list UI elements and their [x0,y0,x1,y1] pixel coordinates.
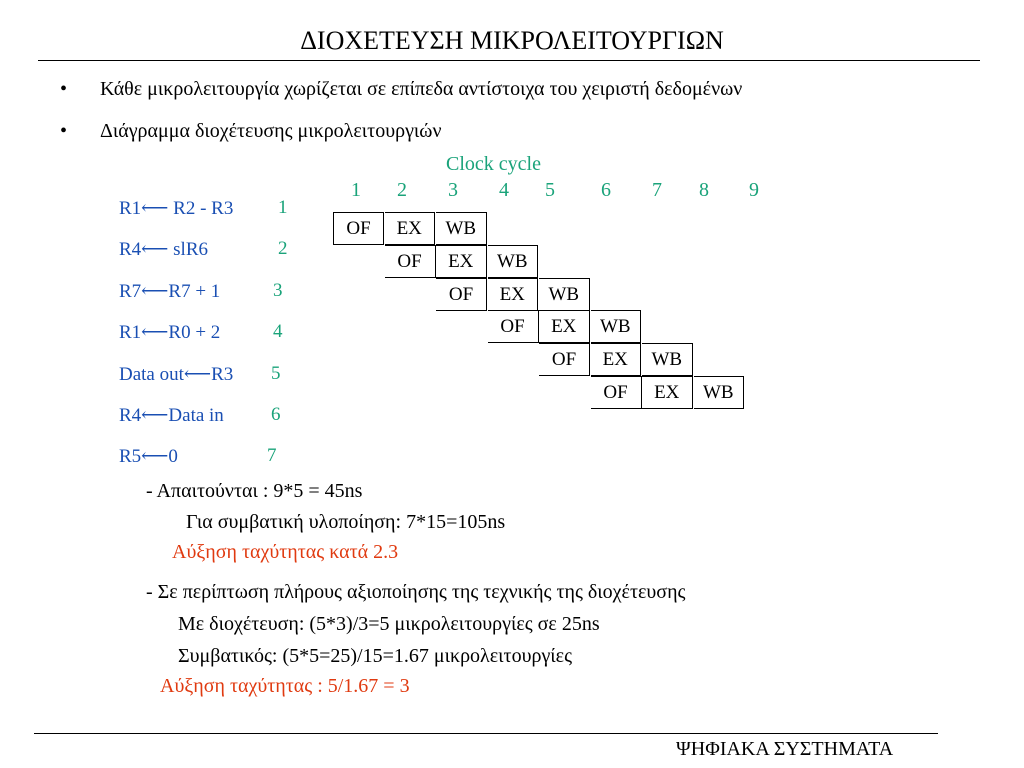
stage-ex-box: EX [642,376,693,409]
note-conventional-time: Για συμβατική υλοποίηση: 7*15=105ns [186,511,506,533]
note-required-time: - Απαιτούνται : 9*5 = 45ns [146,480,363,502]
stage-wb-box: WB [591,310,642,343]
bullet-item-2 [60,120,442,143]
footer-divider [34,733,938,734]
bullet-text: Διάγραμμα διοχέτευσης μικρολειτουργιών [100,120,442,142]
instruction-number: 1 [278,197,288,218]
note-full-utilization: - Σε περίπτωση πλήρους αξιοποίησης της τεχνικής της διοχέτευσης [146,581,686,603]
stage-of-box: OF [333,212,384,245]
slide-title: ΔΙΟΧΕΤΕΥΣΗ ΜΙΚΡΟΛΕΙΤΟΥΡΓΙΩΝ [300,26,724,55]
cycle-number: 1 [351,179,361,201]
stage-ex-box: EX [488,278,539,311]
note-speedup-1: Αύξηση ταχύτητας κατά 2.3 [172,541,399,563]
stage-wb-box: WB [694,376,745,409]
instruction-number: 6 [271,404,281,425]
cycle-number: 5 [545,179,555,201]
cycle-number: 6 [601,179,611,201]
instruction-label: R1⟵R0 + 2 [119,322,221,344]
stage-of-box: OF [591,376,642,409]
bullet-marker: • [60,78,68,100]
stage-of-box: OF [488,310,539,343]
clock-cycle-label: Clock cycle [446,153,541,175]
instruction-number: 5 [271,362,281,384]
instruction-label: Data out⟵R3 [119,363,234,385]
cycle-number: 8 [699,179,709,201]
stage-of-box: OF [539,343,590,376]
stage-ex-box: EX [385,212,436,245]
instruction-number: 4 [273,321,283,343]
stage-ex-box: EX [436,245,487,278]
note-with-pipeline: Με διοχέτευση: (5*3)/3=5 μικρολειτουργίες σε 25ns [178,613,600,635]
note-conventional-rate: Συμβατικός: (5*5=25)/15=1.67 μικρολειτουργίες [178,645,572,667]
stage-of-box: OF [436,278,487,311]
footer-text: ΨΗΦΙΑΚΑ ΣΥΣΤΗΜΑΤΑ [676,738,894,760]
stage-of-box: OF [385,245,436,278]
note-speedup-2: Αύξηση ταχύτητας : 5/1.67 = 3 [160,675,410,697]
instruction-label: R4⟵Data in [119,405,224,426]
cycle-number: 3 [448,179,458,201]
instruction-label: R5⟵0 [119,446,178,468]
stage-wb-box: WB [436,212,487,245]
title-divider [38,60,980,61]
stage-ex-box: EX [539,310,590,343]
instruction-label: R1⟵ R2 - R3 [119,198,234,219]
instruction-label: R4⟵ slR6 [119,239,209,261]
cycle-number: 7 [652,179,662,201]
instruction-number: 7 [267,445,277,467]
cycle-number: 9 [749,179,759,201]
bullet-marker: • [60,120,68,142]
bullet-item-1 [60,78,742,101]
instruction-label: R7⟵R7 + 1 [119,280,221,302]
cycle-number: 2 [397,179,407,201]
stage-wb-box: WB [488,245,539,278]
instruction-number: 3 [273,279,283,301]
stage-wb-box: WB [539,278,590,311]
cycle-number: 4 [499,179,509,201]
stage-wb-box: WB [642,343,693,376]
stage-ex-box: EX [591,343,642,376]
bullet-text: Κάθε μικρολειτουργία χωρίζεται σε επίπεδα αντίστοιχα του χειριστή δεδομένων [100,78,743,100]
instruction-number: 2 [278,238,288,260]
